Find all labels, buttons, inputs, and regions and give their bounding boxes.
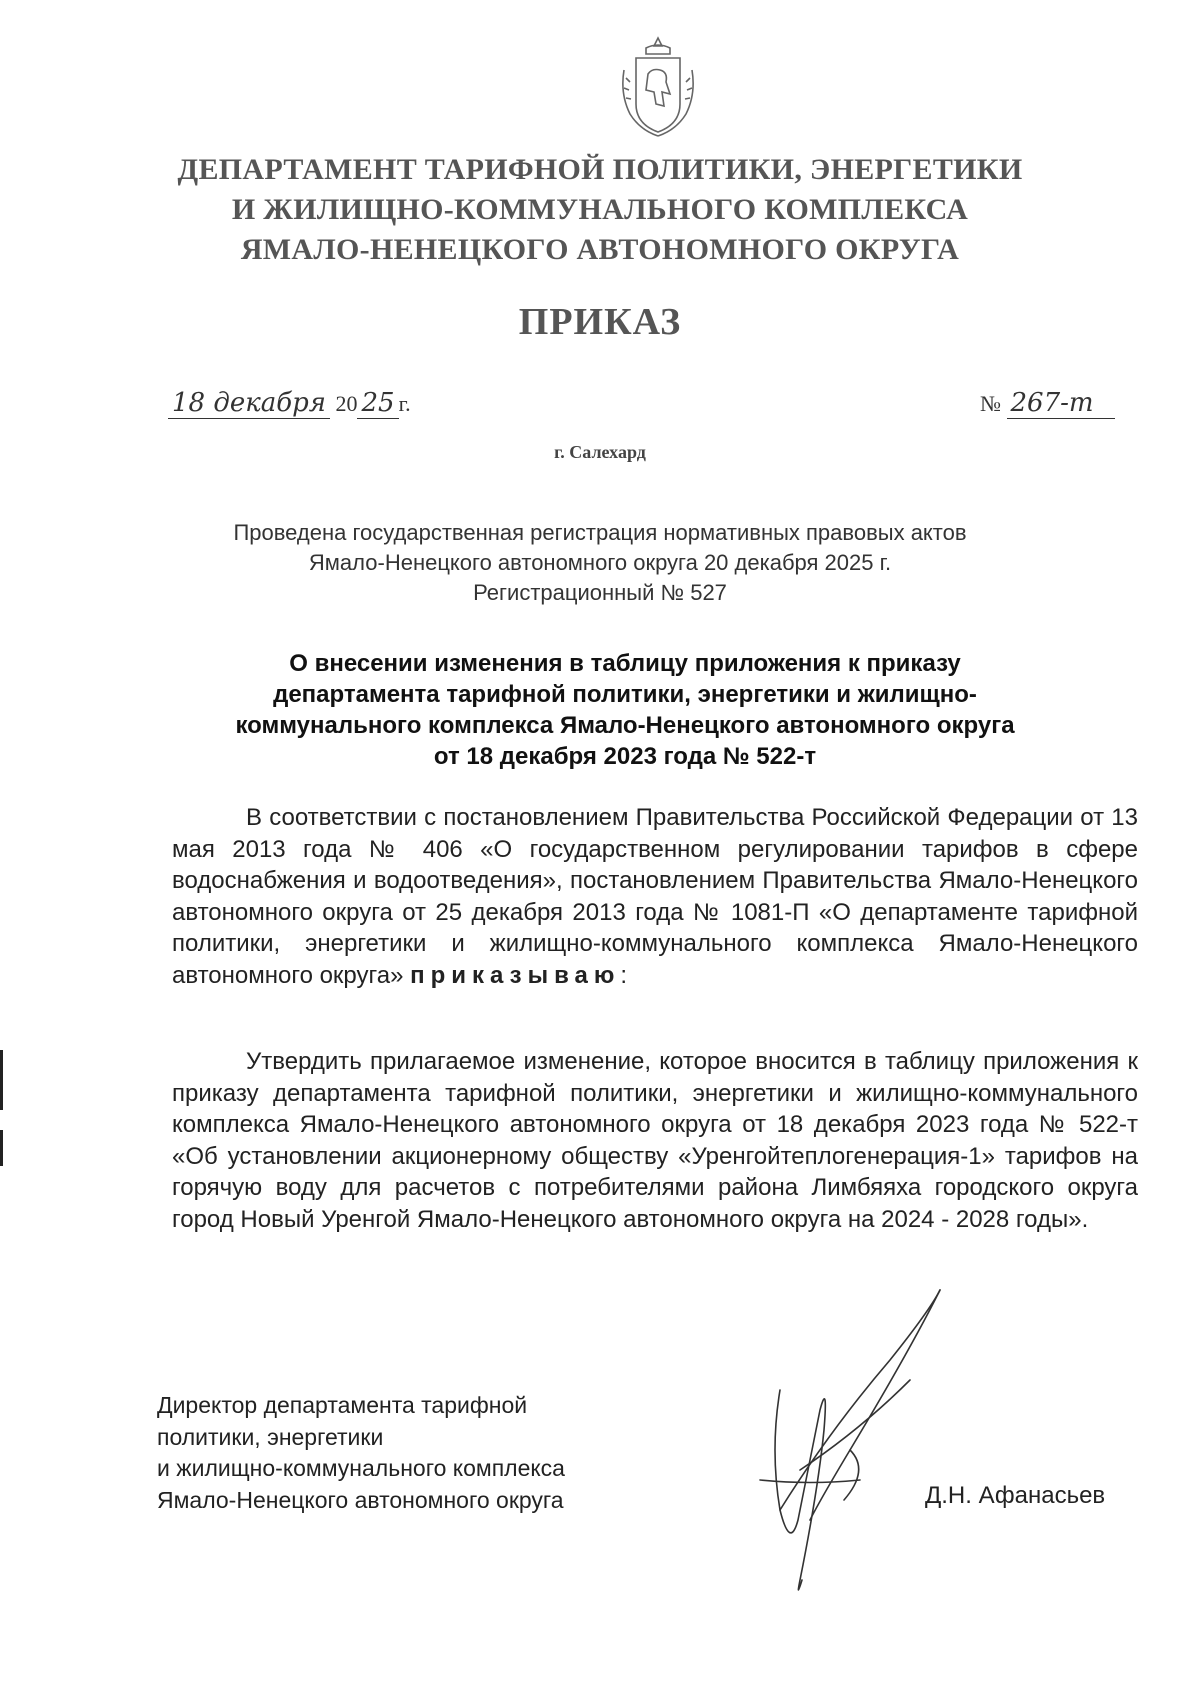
subject-line: от 18 декабря 2023 года № 522-т	[433, 743, 817, 770]
registration-line: Ямало-Ненецкого автономного округа 20 декабря 2025 г.	[308, 550, 892, 575]
subject-line: О внесении изменения в таблицу приложения к приказу	[289, 650, 961, 677]
preamble-end: :	[620, 961, 628, 989]
department-title-line: ЯМАЛО-НЕНЕЦКОГО АВТОНОМНОГО ОКРУГА	[240, 233, 960, 266]
signer-position-line: Ямало-Ненецкого автономного округа	[157, 1486, 564, 1513]
city-label: г. Салехард	[554, 442, 646, 462]
order-word: приказываю	[410, 961, 621, 989]
preamble-text: В соответствии с постановлением Правительства Российской Федерации от 13 мая 2013 года № 406 «О государственном регулировании тарифов в сфере водоснабжения и водоотведения», постановлением Правительства Ямало-Ненецкого автономного округа от 25 декабря 2013 года № 1081-П «О департаменте тарифной политики, энергетики и жилищно-коммунального комплекса Ямало-Ненецкого автономного округа»	[172, 804, 1138, 989]
subject-line: коммунального комплекса Ямало-Ненецкого автономного округа	[235, 712, 1015, 739]
coat-of-arms-emblem	[616, 34, 700, 140]
handwritten-year: 25	[357, 388, 398, 419]
signer-position	[157, 1390, 677, 1516]
registration-line: Проведена государственная регистрация нормативных правовых актов	[233, 520, 967, 545]
signer-position-line: политики, энергетики	[157, 1423, 384, 1450]
body-paragraph-decision	[172, 1046, 1138, 1235]
year-suffix: г.	[398, 391, 411, 416]
document-type-heading: ПРИКАЗ	[518, 301, 682, 343]
handwritten-date: 18 декабря	[168, 388, 330, 419]
department-title-line: ДЕПАРТАМЕНТ ТАРИФНОЙ ПОЛИТИКИ, ЭНЕРГЕТИКИ	[177, 153, 1023, 186]
registration-line: Регистрационный № 527	[473, 580, 727, 605]
scan-margin-mark	[0, 1050, 3, 1110]
department-title	[100, 150, 1100, 270]
signer-position-line: и жилищно-коммунального комплекса	[157, 1455, 565, 1481]
year-prefix: 20	[335, 391, 358, 416]
handwritten-number: 267-т	[1007, 388, 1115, 419]
signer-name: Д.Н. Афанасьев	[925, 1482, 1106, 1509]
order-subject	[170, 648, 1080, 772]
order-number	[980, 388, 1140, 438]
registration-note	[150, 518, 1050, 608]
subject-line: департамента тарифной политики, энергетики и жилищно-	[273, 681, 977, 708]
decision-text: Утвердить прилагаемое изменение, которое вносится в таблицу приложения к приказу департамента тарифной политики, энергетики и жилищно-коммунального комплекса Ямало-Ненецкого автономного округа от 18 декабря 2023 года № 522-т «Об установлении акционерному обществу «Уренгойтеплогенерация-1» тарифов на горячую воду для расчетов с потребителями района Лимбяяха городского округа город Новый Уренгой Ямало-Ненецкого автономного округа на 2024 - 2028 годы».	[172, 1048, 1138, 1233]
signer-position-line: Директор департамента тарифной	[157, 1392, 528, 1418]
handwritten-signature	[740, 1280, 980, 1610]
department-title-line: И ЖИЛИЩНО-КОММУНАЛЬНОГО КОМПЛЕКСА	[231, 193, 969, 226]
scan-margin-mark	[0, 1130, 3, 1166]
number-label: №	[980, 391, 1001, 416]
body-paragraph-preamble	[172, 802, 1138, 991]
order-date	[168, 388, 468, 438]
